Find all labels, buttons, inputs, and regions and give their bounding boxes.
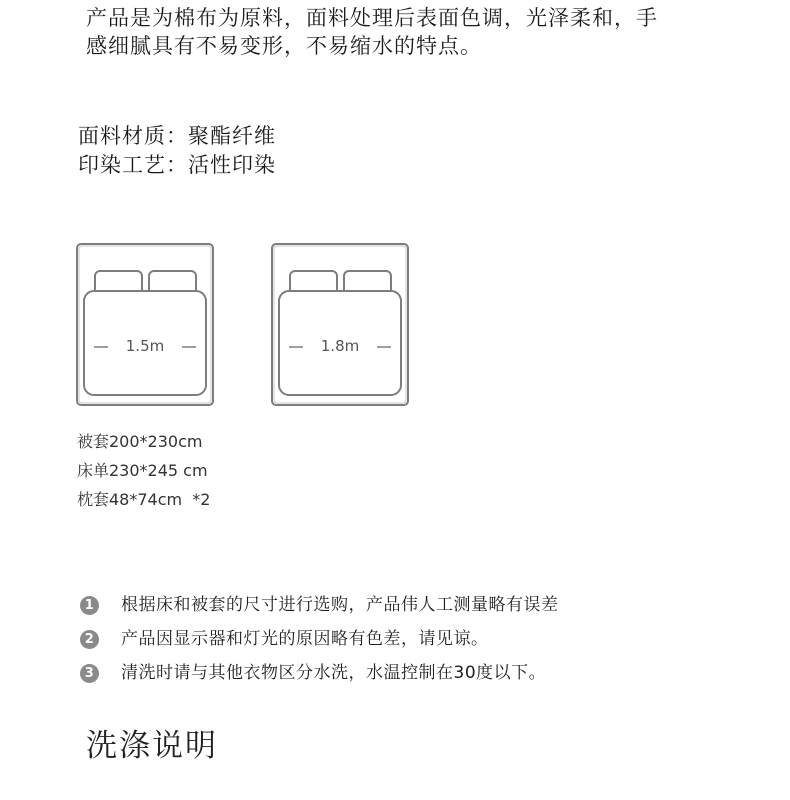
number-3-icon: 3 xyxy=(80,664,99,683)
notes-list xyxy=(80,588,559,690)
intro-line: 产品是为棉布为原料，面料处理后表面色调，光泽柔和，手 xyxy=(86,6,658,30)
note-text: 产品因显示器和灯光的原因略有色差，请见谅。 xyxy=(121,629,489,649)
pillowcase-dimension: 枕套48*74cm *2 xyxy=(77,490,211,509)
fabric-spec: 面料材质：聚酯纤维 xyxy=(78,124,276,148)
bed-outline-icon xyxy=(271,243,409,406)
duvet-dimension: 被套200*230cm xyxy=(77,432,203,451)
printing-spec: 印染工艺：活性印染 xyxy=(78,153,276,177)
dimension-list xyxy=(77,427,210,514)
bed-outline-icon xyxy=(76,243,214,406)
intro-line: 感细腻具有不易变形，不易缩水的特点。 xyxy=(86,34,482,58)
list-item xyxy=(80,622,559,656)
bed-size-label: 1.5m xyxy=(125,337,165,355)
sheet-dimension: 床单230*245 cm xyxy=(77,461,208,480)
intro-paragraph xyxy=(86,4,746,60)
number-2-icon: 2 xyxy=(80,630,99,649)
list-item xyxy=(80,588,559,622)
note-text: 清洗时请与其他衣物区分水洗，水温控制在30度以下。 xyxy=(121,663,547,683)
washing-instructions-heading: 洗涤说明 xyxy=(86,728,218,764)
number-1-icon: 1 xyxy=(80,596,99,615)
bed-size-label: 1.8m xyxy=(320,337,360,355)
bed-icon-1-5m xyxy=(76,243,214,406)
spec-list xyxy=(78,122,276,180)
bed-icon-1-8m xyxy=(271,243,409,406)
note-text: 根据床和被套的尺寸进行选购，产品伟人工测量略有误差 xyxy=(121,595,559,615)
list-item xyxy=(80,656,559,690)
